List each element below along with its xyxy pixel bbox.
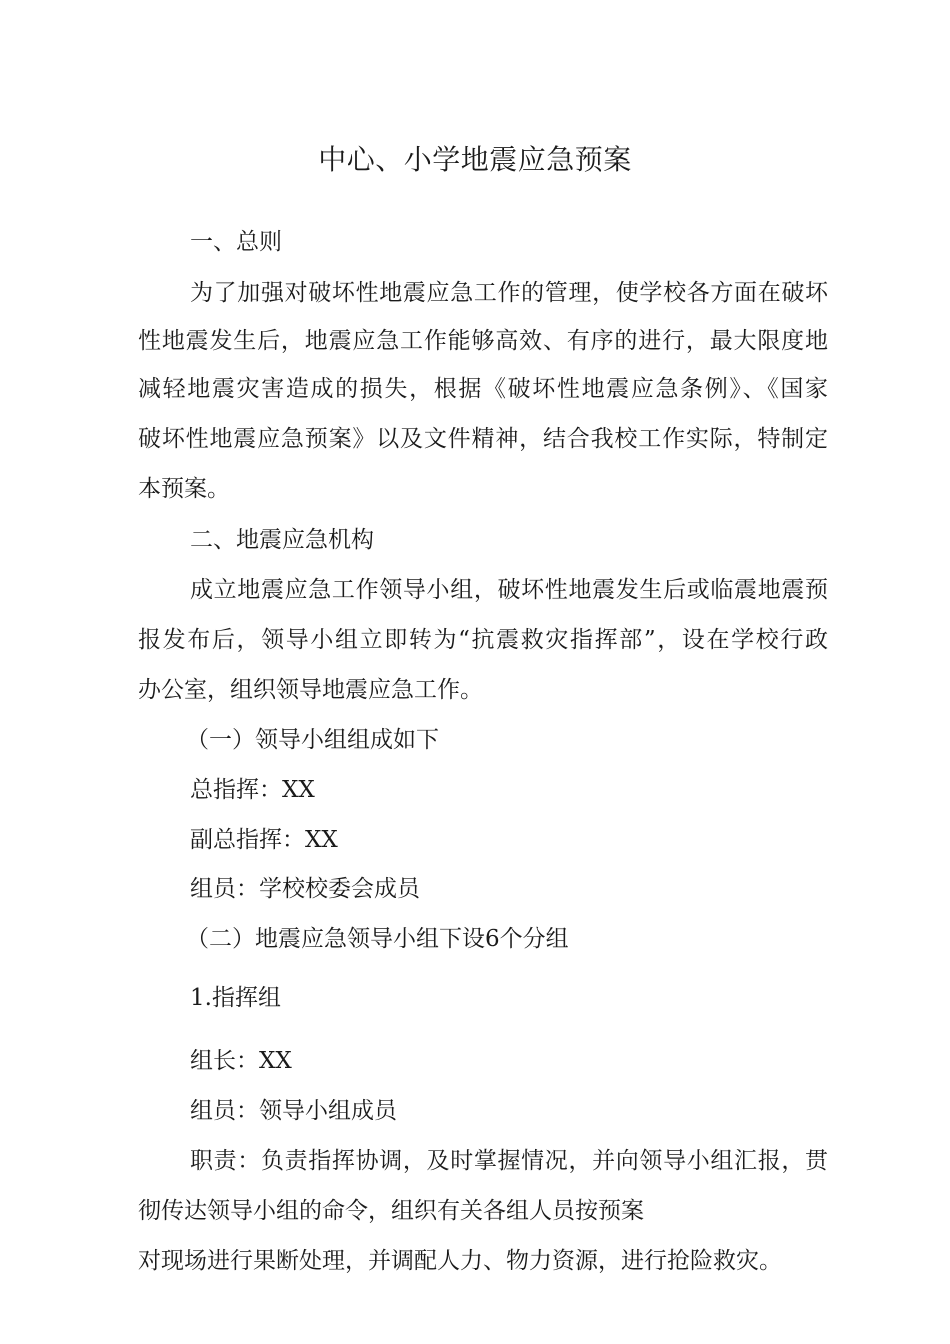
group-leader-line: 组长：XX: [190, 1048, 292, 1074]
duty-line: 彻传达领导小组的命令，组织有关各组人员按预案: [138, 1198, 644, 1224]
section-heading-general: 一、总则: [190, 229, 282, 255]
duty-line: 职责：负责指挥协调，及时掌握情况，并向领导小组汇报，贯: [190, 1148, 828, 1174]
paragraph-line: 成立地震应急工作领导小组，破坏性地震发生后或临震地震预: [190, 577, 828, 603]
group-heading-command: 1.指挥组: [190, 985, 281, 1011]
duty-line: 对现场进行果断处理，并调配人力、物力资源，进行抢险救灾。: [138, 1248, 782, 1274]
deputy-commander-line: 副总指挥：XX: [190, 827, 338, 853]
members-line: 组员：学校校委会成员: [190, 876, 420, 902]
paragraph-line: 破坏性地震应急预案》以及文件精神，结合我校工作实际，特制定: [138, 426, 828, 452]
paragraph-line: 办公室，组织领导地震应急工作。: [138, 677, 483, 703]
subsection-heading-groups: （二）地震应急领导小组下设6个分组: [186, 926, 569, 952]
document-title: 中心、小学地震应急预案: [318, 143, 632, 176]
subsection-heading-leadership: （一）领导小组组成如下: [186, 727, 439, 753]
paragraph-line: 减轻地震灾害造成的损失，根据《破坏性地震应急条例》、《国家: [138, 376, 828, 402]
paragraph-line: 性地震发生后，地震应急工作能够高效、有序的进行，最大限度地: [138, 328, 828, 354]
commander-line: 总指挥：XX: [190, 777, 315, 803]
paragraph-line: 本预案。: [138, 476, 230, 502]
section-heading-organization: 二、地震应急机构: [190, 527, 374, 553]
paragraph-line: 报发布后，领导小组立即转为“抗震救灾指挥部”，设在学校行政: [138, 627, 828, 653]
paragraph-line: 为了加强对破坏性地震应急工作的管理，使学校各方面在破坏: [190, 280, 828, 306]
group-members-line: 组员：领导小组成员: [190, 1098, 397, 1124]
